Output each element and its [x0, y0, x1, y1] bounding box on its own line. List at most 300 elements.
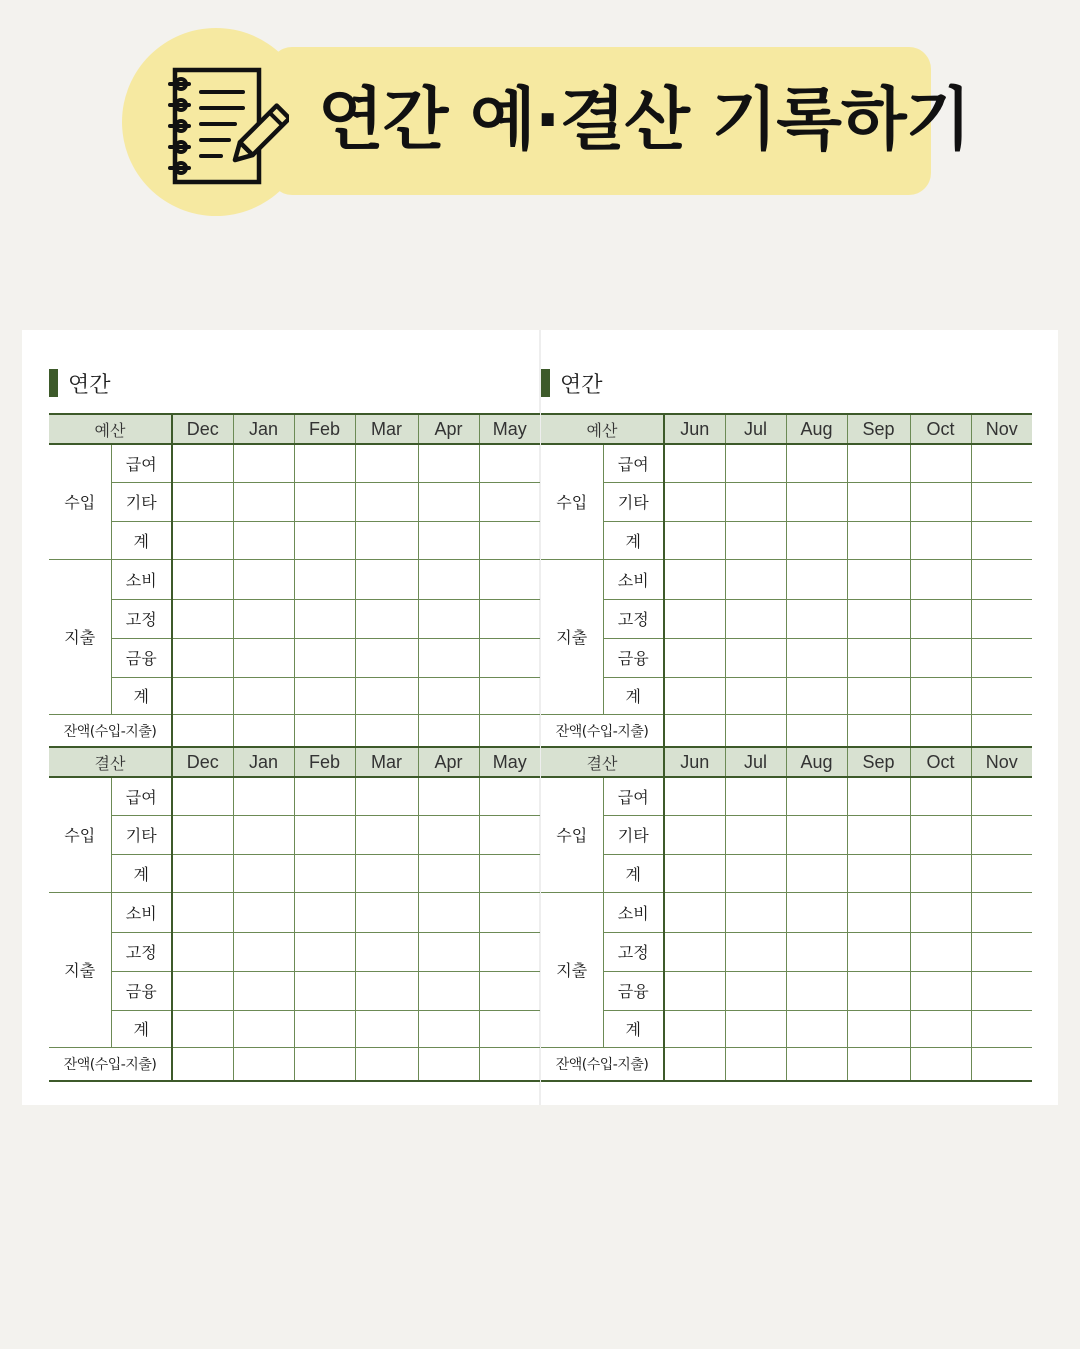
entry-cell-mar[interactable]: [355, 677, 418, 714]
entry-cell-may[interactable]: [479, 638, 540, 677]
entry-cell-aug[interactable]: [786, 932, 847, 971]
row-label-income-total: 계: [111, 854, 172, 892]
entry-cell-mar[interactable]: [355, 1047, 418, 1081]
table-row: [49, 971, 540, 1010]
month-header-mar: Mar: [355, 747, 418, 777]
entry-cell-oct[interactable]: [910, 714, 971, 748]
group-label-expense: 지출: [49, 559, 111, 714]
table-row: [49, 714, 540, 748]
table-row: [541, 815, 1032, 854]
table-header-label: 결산: [541, 747, 664, 777]
entry-cell-jan[interactable]: [233, 599, 294, 638]
table-row: [49, 444, 540, 482]
title-marker: [49, 369, 58, 397]
month-header-apr: Apr: [418, 747, 479, 777]
entry-cell-oct[interactable]: [910, 444, 971, 482]
month-header-aug: Aug: [786, 414, 847, 444]
entry-cell-feb[interactable]: [294, 677, 355, 714]
entry-cell-may[interactable]: [479, 714, 540, 748]
row-label-other: 기타: [111, 815, 172, 854]
entry-cell-jun[interactable]: [664, 1010, 725, 1047]
title-marker: [541, 369, 550, 397]
entry-cell-sep[interactable]: [847, 444, 910, 482]
entry-cell-oct[interactable]: [910, 971, 971, 1010]
entry-cell-jun[interactable]: [664, 892, 725, 932]
entry-cell-nov[interactable]: [971, 638, 1032, 677]
entry-cell-may[interactable]: [479, 1010, 540, 1047]
entry-cell-mar[interactable]: [355, 1010, 418, 1047]
entry-cell-mar[interactable]: [355, 638, 418, 677]
table-row: [49, 559, 540, 599]
entry-cell-jun[interactable]: [664, 971, 725, 1010]
entry-cell-mar[interactable]: [355, 599, 418, 638]
group-label-income: 수입: [49, 444, 111, 559]
table-row: [541, 777, 1032, 815]
entry-cell-oct[interactable]: [910, 1010, 971, 1047]
entry-cell-may[interactable]: [479, 599, 540, 638]
entry-cell-nov[interactable]: [971, 777, 1032, 815]
table-row: [541, 1010, 1032, 1047]
entry-cell-sep[interactable]: [847, 971, 910, 1010]
budget-table-right: [541, 413, 1032, 749]
entry-cell-feb[interactable]: [294, 971, 355, 1010]
section-title-text: 연간: [560, 372, 603, 398]
entry-cell-jan[interactable]: [233, 714, 294, 748]
entry-cell-sep[interactable]: [847, 815, 910, 854]
row-label-expense-total: 계: [603, 677, 664, 714]
section-title-right: [541, 368, 603, 398]
entry-cell-jun[interactable]: [664, 1047, 725, 1081]
row-label-fixed: 고정: [603, 599, 664, 638]
entry-cell-feb[interactable]: [294, 482, 355, 521]
entry-cell-dec[interactable]: [172, 777, 233, 815]
notebook-pencil-icon: [163, 62, 289, 188]
table-row: [541, 1047, 1032, 1081]
entry-cell-mar[interactable]: [355, 521, 418, 559]
month-header-jan: Jan: [233, 747, 294, 777]
table-row: [541, 677, 1032, 714]
month-header-sep: Sep: [847, 414, 910, 444]
entry-cell-nov[interactable]: [971, 482, 1032, 521]
entry-cell-mar[interactable]: [355, 854, 418, 892]
group-label-expense: 지출: [541, 559, 603, 714]
table-row: [49, 482, 540, 521]
entry-cell-nov[interactable]: [971, 677, 1032, 714]
table-row: [49, 854, 540, 892]
entry-cell-jan[interactable]: [233, 777, 294, 815]
entry-cell-jul[interactable]: [725, 677, 786, 714]
entry-cell-jan[interactable]: [233, 854, 294, 892]
month-header-jul: Jul: [725, 414, 786, 444]
entry-cell-sep[interactable]: [847, 1047, 910, 1081]
entry-cell-nov[interactable]: [971, 892, 1032, 932]
row-label-expense-total: 계: [111, 1010, 172, 1047]
entry-cell-apr[interactable]: [418, 521, 479, 559]
entry-cell-jun[interactable]: [664, 444, 725, 482]
page-title: 연간 예·결산 기록하기: [318, 81, 971, 160]
entry-cell-sep[interactable]: [847, 599, 910, 638]
entry-cell-sep[interactable]: [847, 854, 910, 892]
entry-cell-jul[interactable]: [725, 559, 786, 599]
entry-cell-dec[interactable]: [172, 599, 233, 638]
entry-cell-nov[interactable]: [971, 559, 1032, 599]
table-header-label: 결산: [49, 747, 172, 777]
entry-cell-jul[interactable]: [725, 521, 786, 559]
row-label-finance: 금융: [603, 971, 664, 1010]
entry-cell-nov[interactable]: [971, 521, 1032, 559]
entry-cell-jun[interactable]: [664, 854, 725, 892]
entry-cell-nov[interactable]: [971, 1010, 1032, 1047]
entry-cell-apr[interactable]: [418, 892, 479, 932]
month-header-may: May: [479, 414, 540, 444]
table-row: [49, 521, 540, 559]
entry-cell-mar[interactable]: [355, 971, 418, 1010]
entry-cell-apr[interactable]: [418, 638, 479, 677]
entry-cell-nov[interactable]: [971, 815, 1032, 854]
row-label-balance: 잔액(수입-지출): [49, 1047, 172, 1081]
entry-cell-may[interactable]: [479, 892, 540, 932]
row-label-income-total: 계: [111, 521, 172, 559]
month-header-jan: Jan: [233, 414, 294, 444]
row-label-consumption: 소비: [603, 892, 664, 932]
entry-cell-aug[interactable]: [786, 638, 847, 677]
group-label-income: 수입: [49, 777, 111, 892]
table-row: [49, 932, 540, 971]
entry-cell-aug[interactable]: [786, 1010, 847, 1047]
entry-cell-apr[interactable]: [418, 1047, 479, 1081]
entry-cell-jun[interactable]: [664, 815, 725, 854]
entry-cell-jan[interactable]: [233, 1010, 294, 1047]
entry-cell-jan[interactable]: [233, 971, 294, 1010]
entry-cell-aug[interactable]: [786, 521, 847, 559]
entry-cell-jun[interactable]: [664, 677, 725, 714]
entry-cell-apr[interactable]: [418, 932, 479, 971]
entry-cell-oct[interactable]: [910, 854, 971, 892]
row-label-income-total: 계: [603, 854, 664, 892]
entry-cell-sep[interactable]: [847, 892, 910, 932]
table-row: [541, 638, 1032, 677]
entry-cell-dec[interactable]: [172, 1010, 233, 1047]
section-title-left: [49, 368, 111, 398]
entry-cell-feb[interactable]: [294, 714, 355, 748]
entry-cell-sep[interactable]: [847, 1010, 910, 1047]
entry-cell-oct[interactable]: [910, 677, 971, 714]
row-label-finance: 금융: [603, 638, 664, 677]
settlement-table-right: [541, 746, 1032, 1082]
entry-cell-dec[interactable]: [172, 932, 233, 971]
month-header-jun: Jun: [664, 414, 725, 444]
entry-cell-jan[interactable]: [233, 559, 294, 599]
month-header-oct: Oct: [910, 414, 971, 444]
entry-cell-jun[interactable]: [664, 932, 725, 971]
entry-cell-oct[interactable]: [910, 599, 971, 638]
entry-cell-sep[interactable]: [847, 482, 910, 521]
entry-cell-jul[interactable]: [725, 971, 786, 1010]
entry-cell-sep[interactable]: [847, 714, 910, 748]
entry-cell-feb[interactable]: [294, 777, 355, 815]
entry-cell-may[interactable]: [479, 677, 540, 714]
entry-cell-dec[interactable]: [172, 677, 233, 714]
row-label-other: 기타: [603, 482, 664, 521]
row-label-fixed: 고정: [603, 932, 664, 971]
table-row: [541, 559, 1032, 599]
entry-cell-dec[interactable]: [172, 444, 233, 482]
table-row: [49, 815, 540, 854]
row-label-finance: 금융: [111, 638, 172, 677]
entry-cell-jul[interactable]: [725, 638, 786, 677]
entry-cell-jul[interactable]: [725, 1010, 786, 1047]
entry-cell-mar[interactable]: [355, 444, 418, 482]
entry-cell-jul[interactable]: [725, 932, 786, 971]
entry-cell-feb[interactable]: [294, 854, 355, 892]
entry-cell-nov[interactable]: [971, 854, 1032, 892]
table-row: [49, 1047, 540, 1081]
table-row: [49, 599, 540, 638]
entry-cell-sep[interactable]: [847, 777, 910, 815]
entry-cell-jul[interactable]: [725, 599, 786, 638]
entry-cell-jul[interactable]: [725, 444, 786, 482]
row-label-salary: 급여: [603, 444, 664, 482]
row-label-balance: 잔액(수입-지출): [49, 714, 172, 748]
entry-cell-dec[interactable]: [172, 1047, 233, 1081]
entry-cell-sep[interactable]: [847, 932, 910, 971]
row-label-fixed: 고정: [111, 599, 172, 638]
entry-cell-dec[interactable]: [172, 521, 233, 559]
entry-cell-oct[interactable]: [910, 1047, 971, 1081]
entry-cell-feb[interactable]: [294, 932, 355, 971]
entry-cell-feb[interactable]: [294, 559, 355, 599]
entry-cell-feb[interactable]: [294, 444, 355, 482]
entry-cell-may[interactable]: [479, 1047, 540, 1081]
entry-cell-may[interactable]: [479, 815, 540, 854]
entry-cell-aug[interactable]: [786, 854, 847, 892]
entry-cell-oct[interactable]: [910, 521, 971, 559]
row-label-salary: 급여: [603, 777, 664, 815]
table-row: [49, 677, 540, 714]
table-row: [49, 1010, 540, 1047]
entry-cell-may[interactable]: [479, 444, 540, 482]
row-label-fixed: 고정: [111, 932, 172, 971]
row-label-balance: 잔액(수입-지출): [541, 1047, 664, 1081]
entry-cell-aug[interactable]: [786, 714, 847, 748]
entry-cell-jan[interactable]: [233, 932, 294, 971]
entry-cell-jun[interactable]: [664, 599, 725, 638]
table-row: [541, 971, 1032, 1010]
month-header-nov: Nov: [971, 747, 1032, 777]
row-label-consumption: 소비: [111, 892, 172, 932]
group-label-expense: 지출: [49, 892, 111, 1047]
entry-cell-jul[interactable]: [725, 815, 786, 854]
entry-cell-may[interactable]: [479, 854, 540, 892]
entry-cell-feb[interactable]: [294, 638, 355, 677]
entry-cell-jul[interactable]: [725, 1047, 786, 1081]
entry-cell-jul[interactable]: [725, 714, 786, 748]
entry-cell-dec[interactable]: [172, 854, 233, 892]
table-header-label: 예산: [541, 414, 664, 444]
entry-cell-jun[interactable]: [664, 482, 725, 521]
entry-cell-mar[interactable]: [355, 932, 418, 971]
section-title-text: 연간: [68, 372, 111, 398]
table-row: [541, 444, 1032, 482]
table-row: [541, 521, 1032, 559]
entry-cell-jan[interactable]: [233, 521, 294, 559]
row-label-consumption: 소비: [603, 559, 664, 599]
entry-cell-oct[interactable]: [910, 777, 971, 815]
entry-cell-jan[interactable]: [233, 677, 294, 714]
entry-cell-nov[interactable]: [971, 1047, 1032, 1081]
entry-cell-apr[interactable]: [418, 677, 479, 714]
entry-cell-nov[interactable]: [971, 932, 1032, 971]
entry-cell-mar[interactable]: [355, 714, 418, 748]
entry-cell-nov[interactable]: [971, 444, 1032, 482]
month-header-may: May: [479, 747, 540, 777]
entry-cell-sep[interactable]: [847, 521, 910, 559]
entry-cell-jun[interactable]: [664, 714, 725, 748]
row-label-other: 기타: [111, 482, 172, 521]
entry-cell-sep[interactable]: [847, 677, 910, 714]
entry-cell-jul[interactable]: [725, 854, 786, 892]
entry-cell-apr[interactable]: [418, 1010, 479, 1047]
row-label-balance: 잔액(수입-지출): [541, 714, 664, 748]
row-label-income-total: 계: [603, 521, 664, 559]
entry-cell-dec[interactable]: [172, 714, 233, 748]
table-row: [541, 482, 1032, 521]
row-label-expense-total: 계: [603, 1010, 664, 1047]
entry-cell-aug[interactable]: [786, 892, 847, 932]
month-header-sep: Sep: [847, 747, 910, 777]
entry-cell-nov[interactable]: [971, 599, 1032, 638]
table-row: [541, 892, 1032, 932]
month-header-dec: Dec: [172, 414, 233, 444]
entry-cell-jan[interactable]: [233, 1047, 294, 1081]
entry-cell-oct[interactable]: [910, 892, 971, 932]
entry-cell-apr[interactable]: [418, 854, 479, 892]
table-row: [541, 714, 1032, 748]
table-row: [49, 638, 540, 677]
table-row: [49, 777, 540, 815]
table-header-label: 예산: [49, 414, 172, 444]
entry-cell-may[interactable]: [479, 971, 540, 1010]
entry-cell-oct[interactable]: [910, 559, 971, 599]
entry-cell-jan[interactable]: [233, 815, 294, 854]
entry-cell-mar[interactable]: [355, 815, 418, 854]
row-label-other: 기타: [603, 815, 664, 854]
entry-cell-aug[interactable]: [786, 777, 847, 815]
entry-cell-mar[interactable]: [355, 559, 418, 599]
entry-cell-aug[interactable]: [786, 677, 847, 714]
month-header-apr: Apr: [418, 414, 479, 444]
entry-cell-feb[interactable]: [294, 815, 355, 854]
entry-cell-oct[interactable]: [910, 638, 971, 677]
entry-cell-jan[interactable]: [233, 638, 294, 677]
group-label-income: 수입: [541, 444, 603, 559]
entry-cell-nov[interactable]: [971, 971, 1032, 1010]
entry-cell-jan[interactable]: [233, 482, 294, 521]
entry-cell-aug[interactable]: [786, 815, 847, 854]
month-header-mar: Mar: [355, 414, 418, 444]
entry-cell-jul[interactable]: [725, 482, 786, 521]
group-label-expense: 지출: [541, 892, 603, 1047]
entry-cell-jan[interactable]: [233, 892, 294, 932]
entry-cell-apr[interactable]: [418, 971, 479, 1010]
entry-cell-jun[interactable]: [664, 521, 725, 559]
row-label-consumption: 소비: [111, 559, 172, 599]
table-row: [49, 892, 540, 932]
entry-cell-oct[interactable]: [910, 482, 971, 521]
entry-cell-feb[interactable]: [294, 892, 355, 932]
entry-cell-aug[interactable]: [786, 444, 847, 482]
entry-cell-aug[interactable]: [786, 1047, 847, 1081]
entry-cell-sep[interactable]: [847, 638, 910, 677]
entry-cell-dec[interactable]: [172, 559, 233, 599]
entry-cell-dec[interactable]: [172, 815, 233, 854]
entry-cell-feb[interactable]: [294, 521, 355, 559]
entry-cell-apr[interactable]: [418, 777, 479, 815]
entry-cell-aug[interactable]: [786, 559, 847, 599]
entry-cell-dec[interactable]: [172, 638, 233, 677]
entry-cell-dec[interactable]: [172, 482, 233, 521]
entry-cell-dec[interactable]: [172, 971, 233, 1010]
entry-cell-may[interactable]: [479, 932, 540, 971]
table-row: [541, 854, 1032, 892]
entry-cell-jul[interactable]: [725, 777, 786, 815]
month-header-feb: Feb: [294, 747, 355, 777]
month-header-aug: Aug: [786, 747, 847, 777]
row-label-salary: 급여: [111, 444, 172, 482]
entry-cell-apr[interactable]: [418, 714, 479, 748]
entry-cell-nov[interactable]: [971, 714, 1032, 748]
table-row: [541, 932, 1032, 971]
month-header-jun: Jun: [664, 747, 725, 777]
settlement-table-left: [49, 746, 540, 1082]
entry-cell-mar[interactable]: [355, 892, 418, 932]
entry-cell-aug[interactable]: [786, 482, 847, 521]
entry-cell-mar[interactable]: [355, 482, 418, 521]
entry-cell-apr[interactable]: [418, 559, 479, 599]
table-row: [541, 599, 1032, 638]
entry-cell-feb[interactable]: [294, 599, 355, 638]
entry-cell-apr[interactable]: [418, 482, 479, 521]
entry-cell-may[interactable]: [479, 777, 540, 815]
entry-cell-dec[interactable]: [172, 892, 233, 932]
entry-cell-may[interactable]: [479, 482, 540, 521]
row-label-expense-total: 계: [111, 677, 172, 714]
entry-cell-may[interactable]: [479, 559, 540, 599]
entry-cell-aug[interactable]: [786, 599, 847, 638]
entry-cell-jan[interactable]: [233, 444, 294, 482]
entry-cell-jun[interactable]: [664, 777, 725, 815]
entry-cell-may[interactable]: [479, 521, 540, 559]
entry-cell-jun[interactable]: [664, 559, 725, 599]
row-label-salary: 급여: [111, 777, 172, 815]
entry-cell-apr[interactable]: [418, 599, 479, 638]
entry-cell-mar[interactable]: [355, 777, 418, 815]
entry-cell-oct[interactable]: [910, 932, 971, 971]
entry-cell-jul[interactable]: [725, 892, 786, 932]
entry-cell-jun[interactable]: [664, 638, 725, 677]
group-label-income: 수입: [541, 777, 603, 892]
entry-cell-feb[interactable]: [294, 1010, 355, 1047]
entry-cell-feb[interactable]: [294, 1047, 355, 1081]
entry-cell-apr[interactable]: [418, 444, 479, 482]
month-header-dec: Dec: [172, 747, 233, 777]
entry-cell-apr[interactable]: [418, 815, 479, 854]
month-header-jul: Jul: [725, 747, 786, 777]
entry-cell-oct[interactable]: [910, 815, 971, 854]
month-header-nov: Nov: [971, 414, 1032, 444]
entry-cell-sep[interactable]: [847, 559, 910, 599]
entry-cell-aug[interactable]: [786, 971, 847, 1010]
